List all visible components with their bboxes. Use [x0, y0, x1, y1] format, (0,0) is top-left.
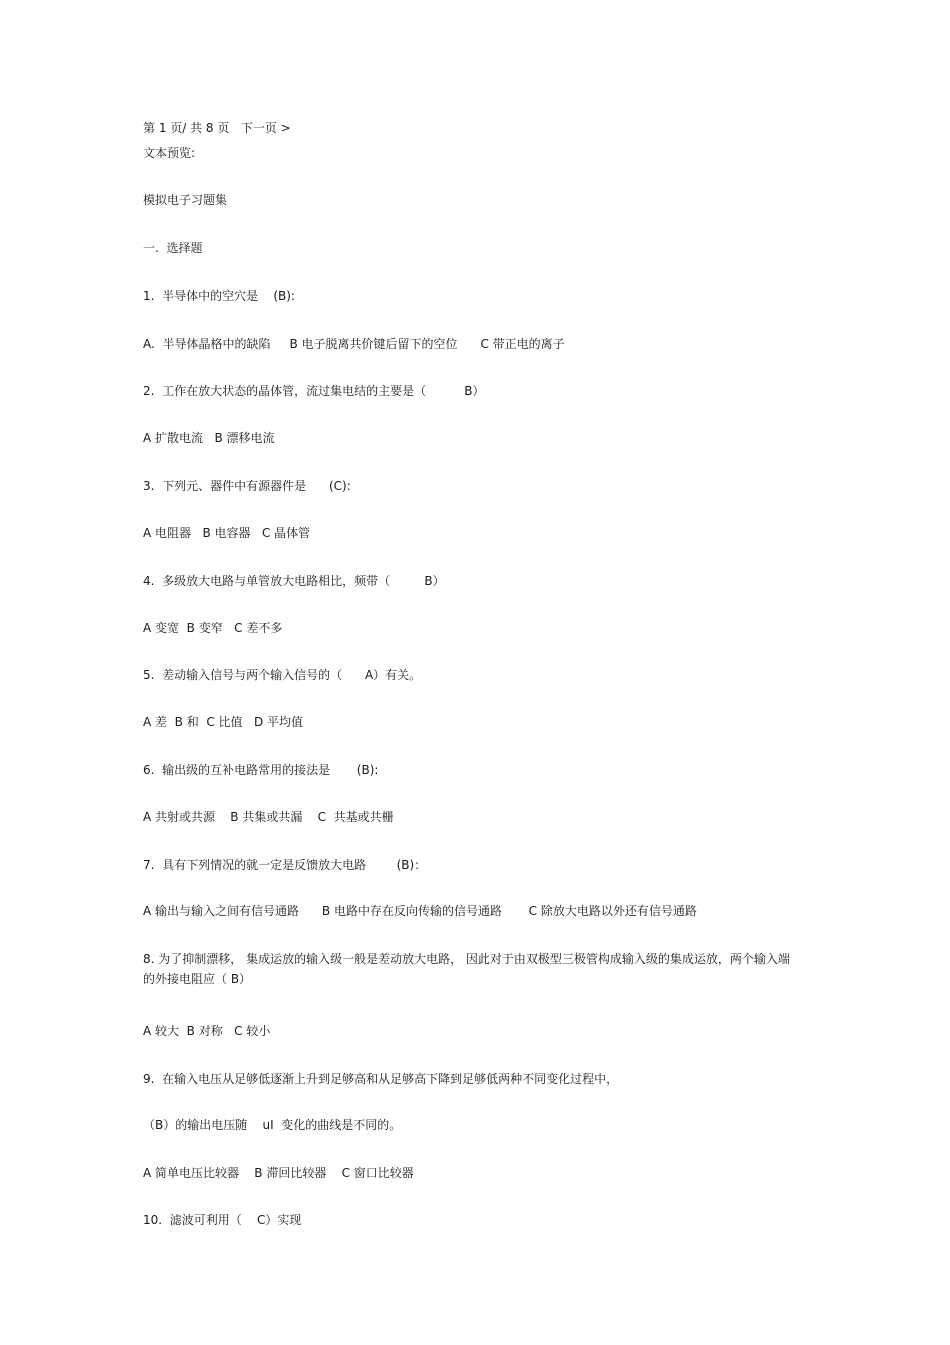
pager-bar [143, 118, 291, 138]
question-7-options: A 输出与输入之间有信号通路 B 电路中存在反向传输的信号通路 C 除放大电路以外还有信号通路 [143, 904, 697, 918]
question-3-options: A 电阻器 B 电容器 C 晶体管 [143, 526, 311, 540]
question-4-options: A 变宽 B 变窄 C 差不多 [143, 621, 283, 635]
next-page-link[interactable]: 下一页 > [240, 121, 291, 135]
question-9: 9. 在输入电压从足够低逐渐上升到足够高和从足够高下降到足够低两种不同变化过程中， [143, 1072, 619, 1086]
question-1-options: A. 半导体晶格中的缺陷 B 电子脱离共价键后留下的空位 C 带正电的离子 [143, 337, 565, 351]
question-9-options: A 简单电压比较器 B 滞回比较器 C 窗口比较器 [143, 1166, 414, 1180]
question-10: 10. 滤波可利用（ C）实现 [143, 1213, 302, 1227]
question-7: 7. 具有下列情况的就一定是反馈放大电路 (B)： [143, 858, 427, 872]
question-8-options: A 较大 B 对称 C 较小 [143, 1024, 271, 1038]
question-6: 6. 输出级的互补电路常用的接法是 (B): [143, 763, 379, 777]
page-position: 第 1 页/ 共 8 页 [143, 121, 230, 135]
document-title: 模拟电子习题集 [143, 193, 228, 207]
question-1: 1. 半导体中的空穴是 (B): [143, 289, 295, 303]
question-4: 4. 多级放大电路与单管放大电路相比，频带（ B） [143, 574, 445, 588]
question-2: 2. 工作在放大状态的晶体管，流过集电结的主要是（ B） [143, 384, 485, 398]
question-8: 8. 为了抑制漂移， 集成运放的输入级一般是差动放大电路， 因此对于由双极型三极管构成输入级的集成运放，两个输入端的外接电阻应（ B） [143, 952, 790, 986]
preview-label: 文本预览: [143, 146, 196, 160]
question-5: 5. 差动输入信号与两个输入信号的（ A）有关。 [143, 668, 422, 682]
question-3: 3. 下列元、器件中有源器件是 (C): [143, 479, 351, 493]
section-heading: 一. 选择题 [143, 241, 203, 255]
question-6-options: A 共射或共源 B 共集或共漏 C 共基或共栅 [143, 810, 394, 824]
question-2-options: A 扩散电流 B 漂移电流 [143, 431, 275, 445]
question-5-options: A 差 B 和 C 比值 D 平均值 [143, 715, 304, 729]
question-9-continued: （B）的输出电压随 uI 变化的曲线是不同的。 [143, 1118, 402, 1132]
